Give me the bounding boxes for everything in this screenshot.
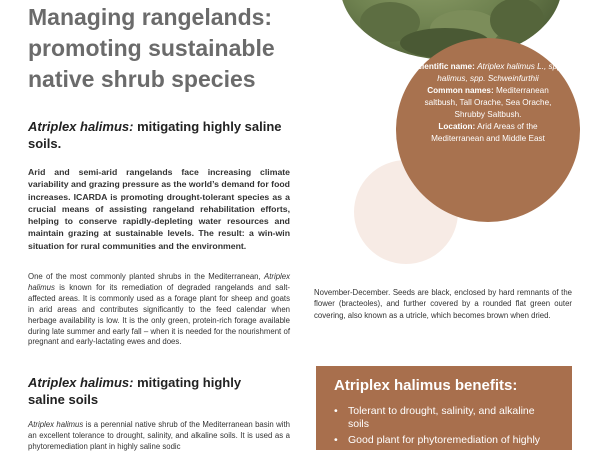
intro-paragraph: Arid and semi-arid rangelands face increasing climate variability and grazing pressure as the world’s demand for food increases. ICARDA is promoting drought-tolerant species as a crucial means of assisting rangeland rehabilitation efforts, helping to conserve rapidly-depleting water resources and maintain grazing at sustainable levels. The result: a win-win situation for rural communities and the environment. bbox=[28, 167, 290, 251]
body-paragraph-before: One of the most commonly planted shrubs in the Mediterranean, bbox=[28, 272, 264, 281]
scientific-name bbox=[412, 61, 564, 85]
title-line-1: Managing rangelands: bbox=[28, 4, 273, 30]
scientific-name-label: Scientific name: bbox=[412, 62, 475, 71]
section2-paragraph-after: is a perennial native shrub of the Mediterranean basin with an excellent tolerance to drought, salinity, and alkaline soils. It is used as a phytoremediation plant in highly saline sodic bbox=[28, 420, 291, 451]
page-title bbox=[28, 2, 328, 95]
title-line-2: promoting sustainable bbox=[28, 35, 275, 61]
location-label: Location: bbox=[438, 122, 476, 131]
benefits-list bbox=[334, 405, 554, 447]
body-paragraph-after: is known for its remediation of degraded rangelands and salt-affected areas. It is commonly used as a forage plant for sheep and goats in arid areas and contributes significantly to the feed calendar when herbage availability is low. It is the only green, protein-rich forage available during late summer and early fall – when it is needed for the nourishment of pregnant and early-lactating ewes and does. bbox=[28, 282, 290, 347]
body-paragraph bbox=[28, 272, 290, 348]
body-paragraph-italic: Atriplex halimus bbox=[28, 272, 290, 292]
section-heading-2 bbox=[28, 374, 298, 408]
bullet-icon: • bbox=[334, 434, 338, 446]
section2-paragraph-italic: Atriplex halimus bbox=[28, 420, 84, 429]
section-heading-1-italic: Atriplex halimus: bbox=[28, 119, 134, 134]
location bbox=[412, 121, 564, 145]
title-line-3: native shrub species bbox=[28, 66, 256, 92]
bullet-icon: • bbox=[334, 405, 338, 417]
benefits-box bbox=[316, 366, 572, 450]
section2-paragraph bbox=[28, 420, 290, 453]
section-heading-1 bbox=[28, 118, 298, 152]
location-value: Arid Areas of the Mediterranean and Middle East bbox=[431, 122, 545, 143]
benefit-item bbox=[334, 434, 554, 447]
section-heading-1-rest: mitigating highly saline bbox=[133, 119, 282, 134]
common-names-value: Mediterranean saltbush, Tall Orache, Sea Orache, Shrubby Saltbush. bbox=[424, 86, 552, 119]
benefit-item-text: Good plant for phytoremediation of highly bbox=[348, 434, 541, 446]
section-heading-2-italic: Atriplex halimus: bbox=[28, 375, 134, 390]
section-heading-2-rest: mitigating highly bbox=[133, 375, 242, 390]
benefits-title: Atriplex halimus benefits: bbox=[334, 377, 518, 394]
section-heading-2-line2: saline soils bbox=[28, 392, 99, 407]
benefit-item bbox=[334, 405, 554, 431]
common-names bbox=[412, 85, 564, 121]
scientific-name-value: Atriplex halimus L., spp. halimus, spp. Schweinfurthii bbox=[437, 62, 564, 83]
common-names-label: Common names: bbox=[427, 86, 494, 95]
species-info-circle bbox=[396, 38, 580, 222]
seed-description-paragraph: November-December. Seeds are black, enclosed by hard remnants of the flower (bracteoles), and further covered by a rounded flat green outer covering, also known as a utricle, which becomes brown when dried. bbox=[314, 288, 572, 320]
section-heading-1-line2: soils. bbox=[28, 136, 62, 151]
benefit-item-text: Tolerant to drought, salinity, and alkaline soils bbox=[348, 405, 535, 430]
